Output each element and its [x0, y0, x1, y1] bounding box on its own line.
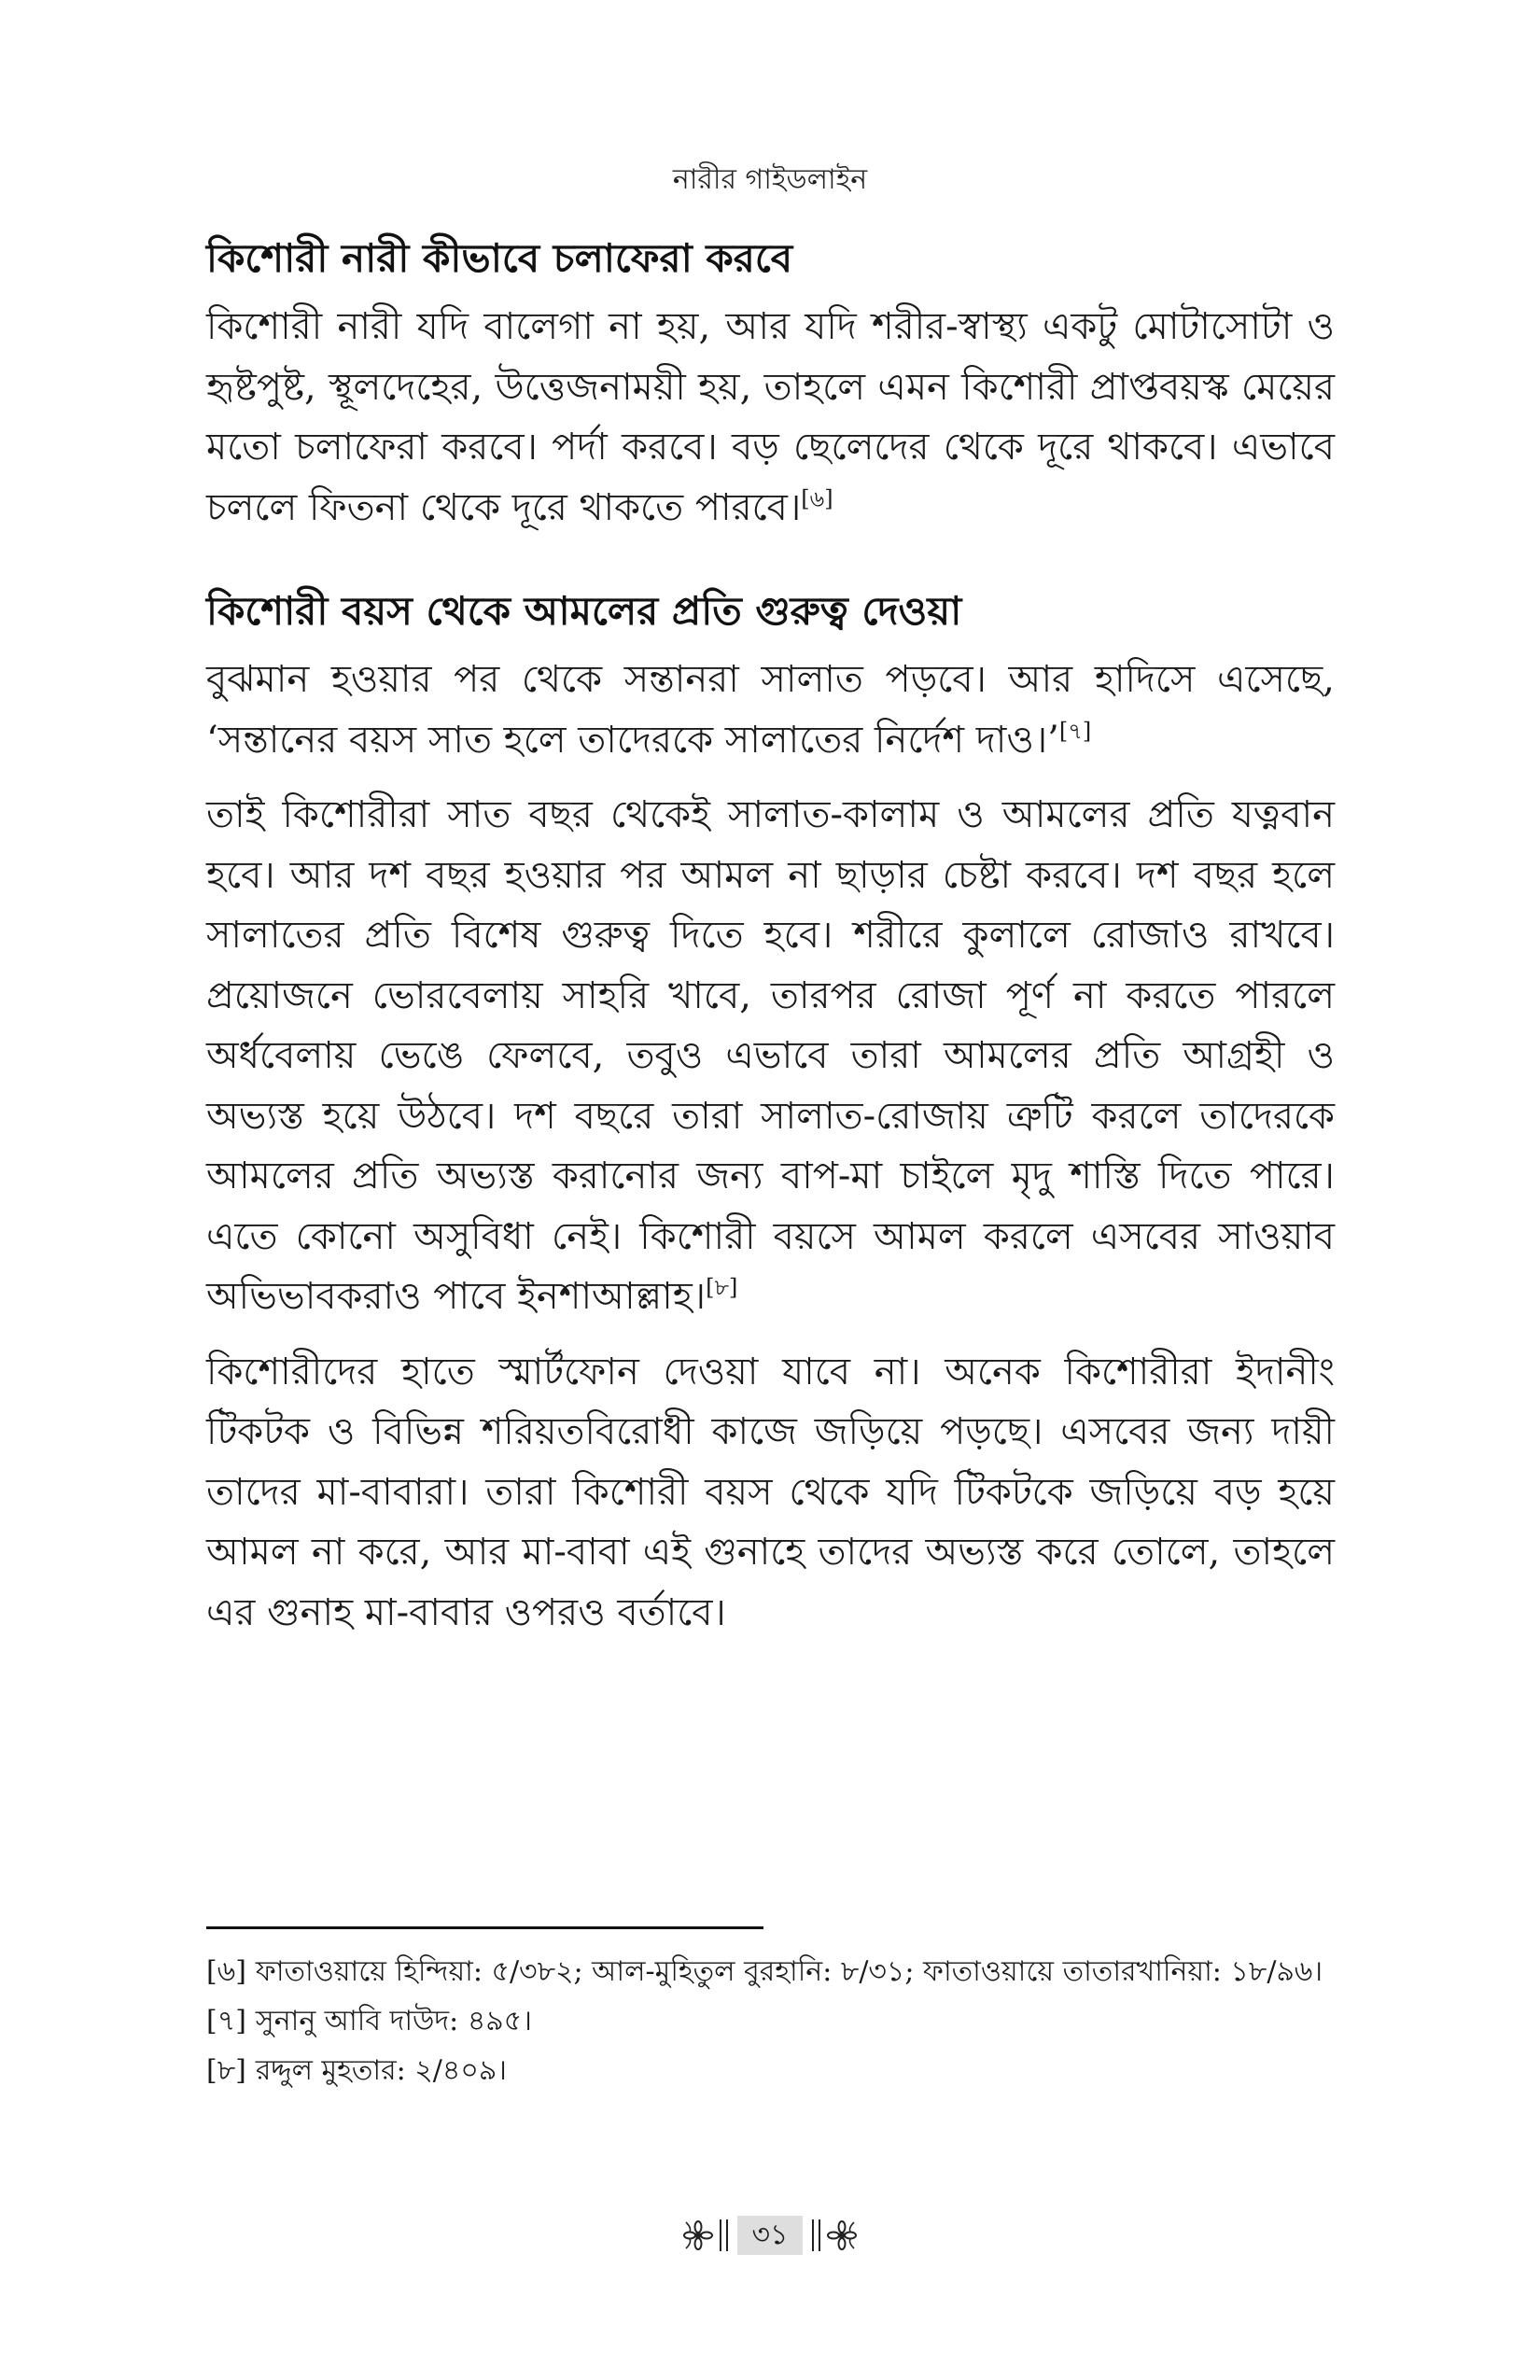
divider-bars: [720, 2219, 728, 2251]
footnote-reference: [৭]: [1058, 718, 1092, 745]
footnote: [206, 1947, 1335, 1996]
footnotes: [206, 1947, 1335, 2095]
section-heading: কিশোরী নারী কীভাবে চলাফেরা করবে: [206, 235, 793, 281]
paragraph-text: কিশোরী নারী যদি বালেগা না হয়, আর যদি শরীর-স্বাস্থ্য একটু মোটাসোটা ও হৃষ্টপুষ্ট, স্থূলদেহের, উত্তেজনাময়ী হয়, তাহলে এমন কিশোরী প্রাপ্তবয়স্ক মেয়ের মতো চলাফেরা করবে। পর্দা করবে। বড় ছেলেদের থেকে দূরে থাকবে। এভাবে চললে ফিতনা থেকে দূরে থাকতে পারবে।: [206, 305, 1335, 529]
footnote-divider: [206, 1926, 763, 1929]
footnote-text: সুনানু আবি দাউদ: ৪৯৫।: [255, 2005, 532, 2037]
footnote-marker: [৬]: [206, 1955, 246, 1988]
divider-bars: [812, 2219, 820, 2251]
footnote-marker: [৭]: [206, 2005, 246, 2037]
main-text: [206, 229, 1335, 1643]
footnote-reference: [৬]: [801, 485, 833, 512]
body-paragraph: [206, 650, 1335, 770]
body-paragraph: [206, 297, 1335, 538]
running-header: নারীর গাইডলাইন: [672, 163, 868, 196]
section: [206, 229, 1335, 538]
paragraph-text: তাই কিশোরীরা সাত বছর থেকেই সালাত-কালাম ও আমলের প্রতি যত্নবান হবে। আর দশ বছর হওয়ার পর আমল না ছাড়ার চেষ্টা করবে। দশ বছর হলে সালাতের প্রতি বিশেষ গুরুত্ব দিতে হবে। শরীরে কুলালে রোজাও রাখবে। প্রয়োজনে ভোরবেলায় সাহরি খাবে, তারপর রোজা পূর্ণ না করতে পারলে অর্ধবেলায় ভেঙে ফেলবে, তবুও এভাবে তারা আমলের প্রতি আগ্রহী ও অভ্যস্ত হয়ে উঠবে। দশ বছরে তারা সালাত-রোজায় ত্রুটি করলে তাদেরকে আমলের প্রতি অভ্যস্ত করানোর জন্য বাপ-মা চাইলে মৃদু শাস্তি দিতে পারে। এতে কোনো অসুবিধা নেই। কিশোরী বয়সে আমল করলে এসবের সাওয়াব অভিভাবকরাও পাবে ইনশাআল্লাহ।: [206, 793, 1335, 1318]
footnote: [206, 2046, 1335, 2095]
footnote-marker: [৮]: [206, 2054, 246, 2087]
paragraph-text: কিশোরীদের হাতে স্মার্টফোন দেওয়া যাবে না। অনেক কিশোরীরা ইদানীং টিকটক ও বিভিন্ন শরিয়তবিরোধী কাজে জড়িয়ে পড়ছে। এসবের জন্য দায়ী তাদের মা-বাবারা। তারা কিশোরী বয়স থেকে যদি টিকটকে জড়িয়ে বড় হয়ে আমল না করে, আর মা-বাবা এই গুনাহে তাদের অভ্যস্ত করে তোলে, তাহলে এর গুনাহ মা-বাবার ওপরও বর্তাবে।: [206, 1350, 1335, 1634]
section-heading: কিশোরী বয়স থেকে আমলের প্রতি গুরুত্ব দেওয়া: [206, 588, 962, 634]
footnote-text: ফাতাওয়ায়ে হিন্দিয়া: ৫/৩৮২; আল-মুহিতুল বুরহানি: ৮/৩১; ফাতাওয়ায়ে তাতারখানিয়া: ১৮/৯৬।: [255, 1955, 1323, 1988]
footnote-text: রদ্দুল মুহতার: ২/৪০৯।: [255, 2054, 508, 2087]
footnote-reference: [৮]: [706, 1274, 738, 1301]
section: [206, 581, 1335, 1643]
floral-ornament-right-icon: [826, 2219, 858, 2252]
page-number-footer: [0, 2215, 1540, 2256]
paragraph-text: বুঝমান হওয়ার পর থেকে সন্তানরা সালাত পড়বে। আর হাদিসে এসেছে, ‘সন্তানের বয়স সাত হলে তাদেরকে সালাতের নির্দেশ দাও।’: [206, 658, 1335, 762]
body-paragraph: [206, 1342, 1335, 1644]
page-number: ৩১: [737, 2216, 804, 2255]
body-paragraph: [206, 785, 1335, 1327]
footnote: [206, 1996, 1335, 2046]
floral-ornament-left-icon: [682, 2219, 714, 2252]
